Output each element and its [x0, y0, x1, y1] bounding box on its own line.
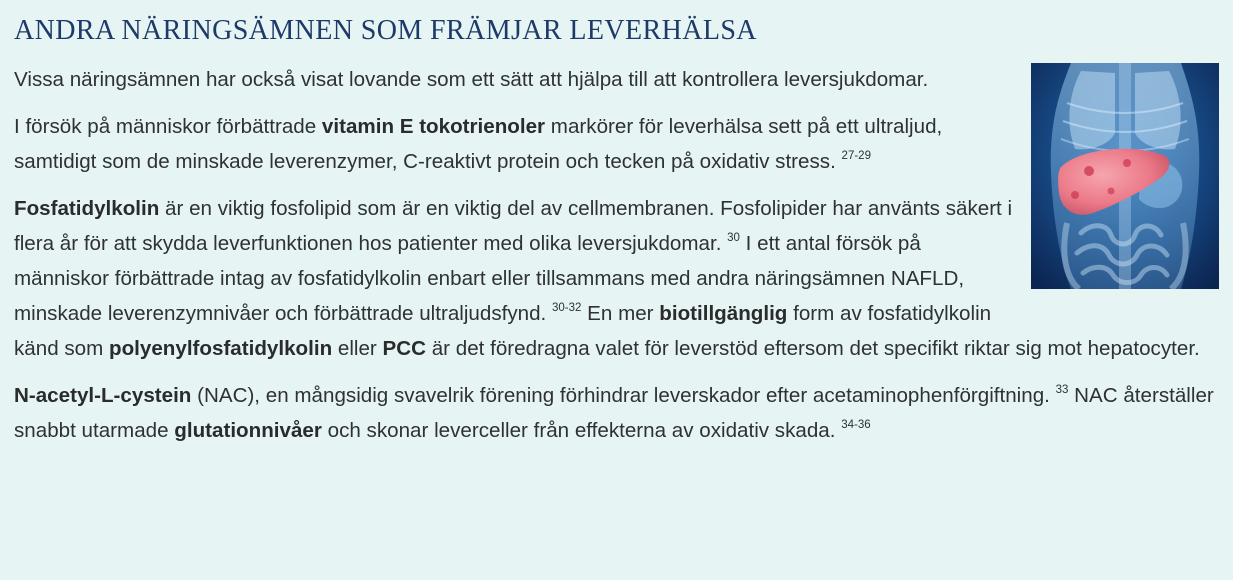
nac-paragraph: [14, 378, 1220, 448]
paragraph-text: I försök på människor förbättrade: [14, 115, 322, 138]
paragraph-text: I ett antal försök på människor förbättrade intag av fosfatidylkolin enbart eller tillsammans med andra näringsämnen NAFLD, minskade leverenzymnivåer och förbättrade ultraljudsfynd.: [14, 232, 965, 325]
paragraph-text: En mer: [581, 302, 660, 325]
paragraph-text: och skonar leverceller från effekterna av oxidativ skada.: [321, 419, 836, 442]
paragraph-text: markörer för leverhälsa sett på ett ultraljud, samtidigt som de minskade leverenzymer, C-reaktivt protein och tecken på oxidativ stress.: [14, 115, 943, 173]
paragraph-text: form av fosfatidylkolin känd som: [14, 302, 992, 360]
paragraph-text: (NAC), en mångsidig svavelrik förening förhindrar leverskador efter acetaminophenförgiftning.: [191, 384, 1050, 407]
paragraph-text: är det föredragna valet för leverstöd eftersom det specifikt riktar sig mot hepatocyter.: [426, 337, 1200, 360]
citation-ref: 33: [1055, 384, 1069, 396]
article-body: [14, 62, 1220, 460]
citation-ref: 30-32: [552, 302, 582, 314]
paragraph-text: är en viktig fosfolipid som är en viktig del av cellmembranen. Fosfolipider har använts säkert i flera år för att skydda leverfunktionen hos patienter med olika leversjukdomar.: [14, 197, 1013, 255]
intro-text: Vissa näringsämnen har också visat lovande som ett sätt att hjälpa till att kontrollera leversjukdomar.: [14, 68, 929, 91]
term-pcc: PCC: [382, 337, 426, 360]
term-polyenylfosfatidylkolin: polyenylfosfatidylkolin: [109, 337, 333, 360]
citation-ref: 27-29: [841, 150, 871, 162]
citation-ref: 30: [727, 232, 740, 244]
paragraph-text: NAC återställer snabbt utarmade: [14, 384, 1214, 442]
term-nac: N-acetyl-L-cystein: [14, 384, 192, 407]
paragraph-text: eller: [332, 337, 383, 360]
term-biotillganglig: biotillgänglig: [659, 302, 788, 325]
liver-anatomy-image: [1031, 63, 1219, 289]
citation-ref: 34-36: [841, 419, 871, 431]
term-fosfatidylkolin: Fosfatidylkolin: [14, 197, 160, 220]
term-glutationnivaer: glutationnivåer: [174, 419, 322, 442]
section-heading: ANDRA NÄRINGSÄMNEN SOM FRÄMJAR LEVERHÄLSA: [14, 15, 757, 46]
term-vitamin-e: vitamin E tokotrienoler: [321, 115, 546, 138]
